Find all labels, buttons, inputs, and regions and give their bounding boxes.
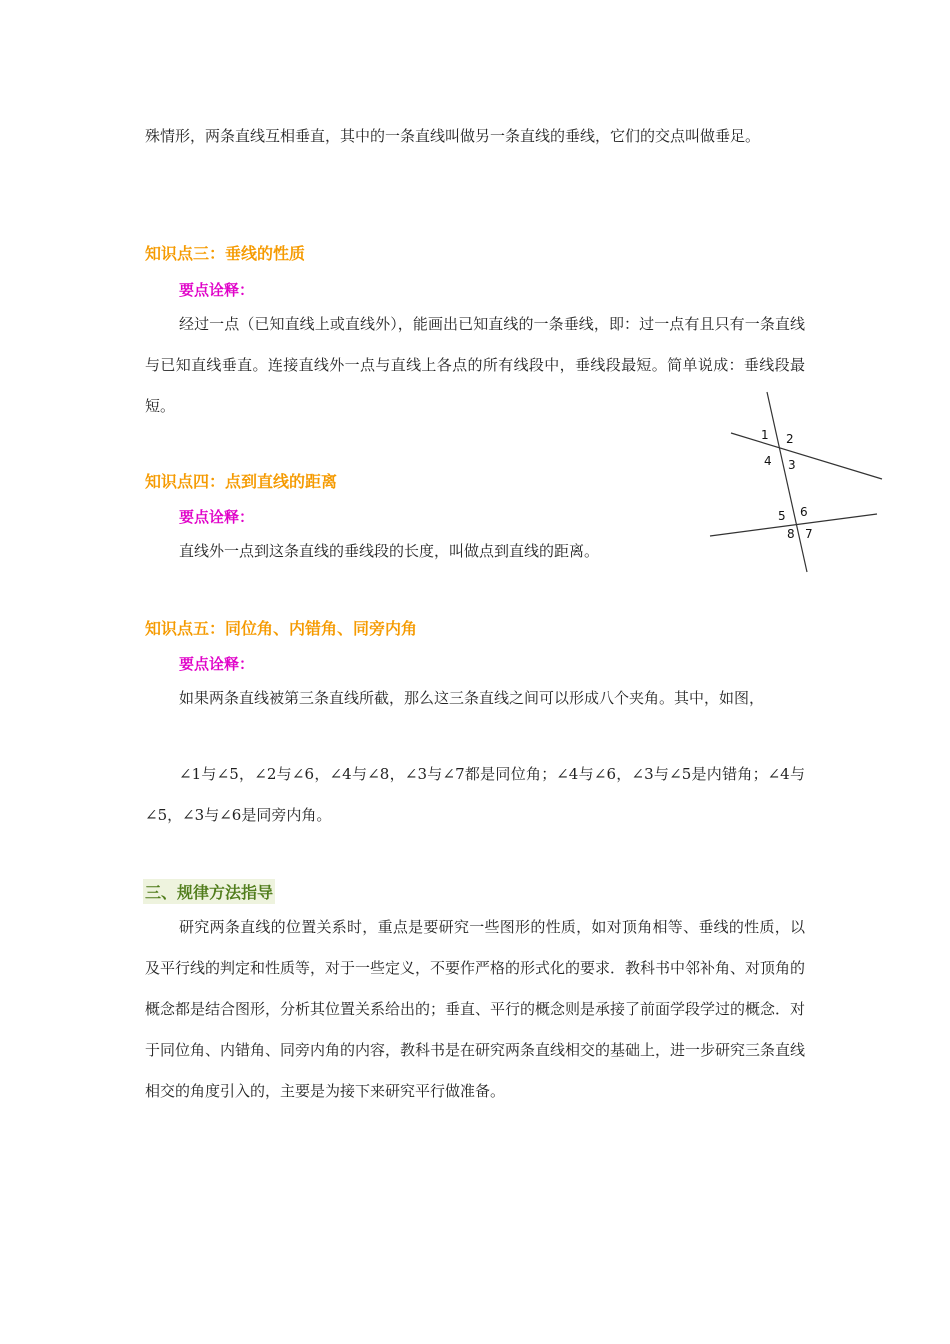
paragraph-point-4: 直线外一点到这条直线的垂线段的长度，叫做点到直线的距离。 [179,542,600,560]
angle-label-8: 8 [787,527,795,541]
angle-label-5: 5 [778,509,786,523]
angle-label-4: 4 [764,454,772,468]
angle-label-2: 2 [786,432,794,446]
transversal-line [767,392,807,572]
paragraph-point-5-b: ∠1与∠5，∠2与∠6，∠4与∠8，∠3与∠7都是同位角；∠4与∠6，∠3与∠5是内错角；∠4与∠5，∠3与∠6是同旁内角。 [145,765,805,824]
subheading-point-3: 要点诠释： [179,281,255,299]
subheading-point-4: 要点诠释： [179,508,255,526]
heading-point-4: 知识点四：点到直线的距离 [145,472,338,491]
section-heading-methods: 三、规律方法指导 [143,879,275,904]
paragraph-point-5-a: 如果两条直线被第三条直线所截，那么这三条直线之间可以形成八个夹角。其中，如图， [179,689,765,707]
angle-label-3: 3 [788,458,796,472]
angle-label-6: 6 [800,505,808,519]
paragraph-point-3: 经过一点（已知直线上或直线外），能画出已知直线的一条垂线，即：过一点有且只有一条直线与已知直线垂直。连接直线外一点与直线上各点的所有线段中，垂线段最短。简单说成：垂线段最短。 [145,315,805,415]
line-upper [731,433,882,479]
angle-figure [705,388,890,578]
heading-point-5: 知识点五：同位角、内错角、同旁内角 [145,619,418,638]
heading-point-3: 知识点三：垂线的性质 [145,244,306,263]
subheading-point-5: 要点诠释： [179,655,255,673]
angle-label-7: 7 [805,527,813,541]
paragraph-methods: 研究两条直线的位置关系时，重点是要研究一些图形的性质，如对顶角相等、垂线的性质，以及平行线的判定和性质等，对于一些定义，不要作严格的形式化的要求．教科书中邻补角、对顶角的概念都是结合图形，分析其位置关系给出的；垂直、平行的概念则是承接了前面学段学过的概念．对于同位角、内错角、同旁内角的内容，教科书是在研究两条直线相交的基础上，进一步研究三条直线相交的角度引入的，主要是为接下来研究平行做准备。 [145,918,806,1100]
angle-label-1: 1 [761,428,769,442]
intro-paragraph: 殊情形，两条直线互相垂直，其中的一条直线叫做另一条直线的垂线，它们的交点叫做垂足。 [145,127,761,145]
